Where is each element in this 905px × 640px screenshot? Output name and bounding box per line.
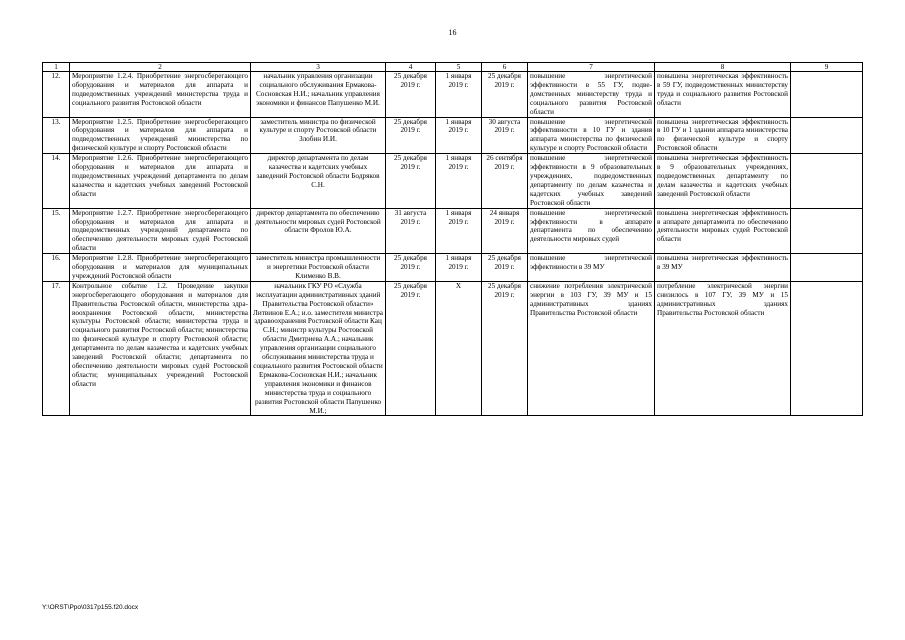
start-date-cell: Х <box>436 281 482 416</box>
expected-result-cell: повышение энергетической эффективности в 55 ГУ, подведомственных министерству труда и социального развития Ростовской области <box>528 72 655 118</box>
start-date-cell: 1 января 2019 г. <box>436 208 482 254</box>
actual-result-cell: повышена энергетическая эффективность в 9 образовательных учреждениях, подведомственных департаменту по делам казачества и кадетских учебных заведений Ростовской области <box>655 154 791 208</box>
event-cell: Мероприятие 1.2.7. Приобретение энергосберегающего оборудования и материалов для аппарата и подведомственных учреждений департамента по обеспечению деятельности мировых судей Ростовской области <box>70 208 251 254</box>
end-date-cell: 24 января 2019 г. <box>482 208 528 254</box>
note-cell <box>791 281 863 416</box>
header-cell: 7 <box>528 63 655 72</box>
actual-result-cell: повышена энергетическая эффективность в 10 ГУ и 1 здании аппарата министерства по физической культуре и спорту Ростовской области <box>655 117 791 154</box>
end-date-cell: 25 декабря 2019 г. <box>482 72 528 118</box>
responsible-cell: заместитель министра по физической культуре и спорту Ростовской области Злобин И.И. <box>251 117 386 154</box>
deadline-cell: 25 декабря 2019 г. <box>386 117 436 154</box>
event-cell: Мероприятие 1.2.5. Приобретение энергосберегающего оборудования и материалов для аппарата и подведомственных учреждений министерства по физической культуре и спорту Ростовской области <box>70 117 251 154</box>
header-row <box>43 63 863 72</box>
header-cell: 9 <box>791 63 863 72</box>
deadline-cell: 25 декабря 2019 г. <box>386 154 436 208</box>
note-cell <box>791 254 863 282</box>
responsible-cell: начальник управления организации социального обслуживания Ермакова-Сосновская Н.И.; начальник управления экономики и финансов Папушенко М.И. <box>251 72 386 118</box>
event-cell: Мероприятие 1.2.4. Приобретение энергосберегающего оборудования и материалов для аппарата и подведомственных учреждений министерства труда и социального развития Ростовской области <box>70 72 251 118</box>
header-cell: 1 <box>43 63 70 72</box>
note-cell <box>791 72 863 118</box>
expected-result-cell: повышение энергетической эффективности в аппарате департамента по обеспечению деятельности мировых судей <box>528 208 655 254</box>
header-cell: 4 <box>386 63 436 72</box>
event-cell: Мероприятие 1.2.8. Приобретение энергосберегающего оборудования и материалов для муниципальных учреждений Ростовской области <box>70 254 251 282</box>
start-date-cell: 1 января 2019 г. <box>436 254 482 282</box>
responsible-cell: директор департамента по делам казачества и кадетских учебных заведений Ростовской области Бодряков С.Н. <box>251 154 386 208</box>
start-date-cell: 1 января 2019 г. <box>436 154 482 208</box>
event-cell: Контрольное событие 1.2. Проведение закупки энергосберегающего оборудования и материалов для Правительства Ростовской области, министерства здравоохранения Ростовской области, министерства культуры Ростовской области; министерства труда и социального развития Ростовской области; министерства по физической культуре и спорту Ростовской области; департамента по делам казачества и кадетских учебных заведений Ростовской области; департамента по обеспечению деятельности мировых судей Ростовской области; муниципальных учреждений Ростовской области <box>70 281 251 416</box>
table-row <box>43 208 863 254</box>
expected-result-cell: повышение энергетической эффективности в 10 ГУ и здания аппарата министерства по физической культуре и спорту Ростовской области <box>528 117 655 154</box>
table-row <box>43 72 863 118</box>
expected-result-cell: повышение энергетической эффективности в 39 МУ <box>528 254 655 282</box>
page-number: 16 <box>448 28 457 37</box>
header-cell: 8 <box>655 63 791 72</box>
expected-result-cell: снижение потребления электрической энергии в 103 ГУ, 39 МУ и 15 административных зданиях Правительства Ростовской области <box>528 281 655 416</box>
header-cell: 3 <box>251 63 386 72</box>
deadline-cell: 25 декабря 2019 г. <box>386 254 436 282</box>
start-date-cell: 1 января 2019 г. <box>436 72 482 118</box>
table-row <box>43 154 863 208</box>
footer-file-path: Y:\ORST\Ppo\0317p155.f20.docx <box>42 604 139 611</box>
header-cell: 6 <box>482 63 528 72</box>
end-date-cell: 30 августа 2019 г. <box>482 117 528 154</box>
row-number: 17. <box>43 281 70 416</box>
responsible-cell: начальник ГКУ РО «Служба эксплуатации административных зданий Правительства Ростовской области» Литвинов Е.А.; и.о. заместителя министра здравоохранения Ростовской области Кац С.Н.; министр культуры Ростовской области Дмитриева А.А.; начальник управления организации социального обслуживания министерства труда и социального развития Ростовской области Ермакова-Сосновская Н.И.; начальник управления экономики и финансов министерства труда и социального развития Ростовской области Папушенко М.И.; <box>251 281 386 416</box>
start-date-cell: 1 января 2019 г. <box>436 117 482 154</box>
row-number: 16. <box>43 254 70 282</box>
table-row <box>43 254 863 282</box>
note-cell <box>791 154 863 208</box>
end-date-cell: 26 сентября 2019 г. <box>482 154 528 208</box>
event-cell: Мероприятие 1.2.6. Приобретение энергосберегающего оборудования и материалов для аппарата и подведомственных учреждений департамента по делам казачества и кадетских учебных заведений Ростовской области <box>70 154 251 208</box>
table-row <box>43 281 863 416</box>
report-table <box>42 62 863 416</box>
deadline-cell: 31 августа 2019 г. <box>386 208 436 254</box>
table-row <box>43 117 863 154</box>
row-number: 12. <box>43 72 70 118</box>
deadline-cell: 25 декабря 2019 г. <box>386 281 436 416</box>
deadline-cell: 25 декабря 2019 г. <box>386 72 436 118</box>
end-date-cell: 25 декабря 2019 г. <box>482 281 528 416</box>
end-date-cell: 25 декабря 2019 г. <box>482 254 528 282</box>
row-number: 15. <box>43 208 70 254</box>
row-number: 13. <box>43 117 70 154</box>
note-cell <box>791 117 863 154</box>
actual-result-cell: повышена энергетическая эффективность в 59 ГУ, подведомственных министерству труда и социального развития Ростовской области <box>655 72 791 118</box>
row-number: 14. <box>43 154 70 208</box>
actual-result-cell: повышена энергетическая эффективность в 39 МУ <box>655 254 791 282</box>
expected-result-cell: повышение энергетической эффективности в 9 образовательных учреждениях, подведомственных департаменту по делам казачества и кадетских учебных заведений Ростовской области <box>528 154 655 208</box>
responsible-cell: заместитель министра промышленности и энергетики Ростовской области Клименко В.В. <box>251 254 386 282</box>
actual-result-cell: потребление электрической энергии снизилось в 107 ГУ, 39 МУ и 15 административных зданиях Правительства Ростовской области <box>655 281 791 416</box>
header-cell: 5 <box>436 63 482 72</box>
actual-result-cell: повышена энергетическая эффективность в аппарате департамента по обеспечению деятельности мировых судей Ростовской области <box>655 208 791 254</box>
header-cell: 2 <box>70 63 251 72</box>
note-cell <box>791 208 863 254</box>
responsible-cell: директор департамента по обеспечению деятельности мировых судей Ростовской области Фролов Ю.А. <box>251 208 386 254</box>
